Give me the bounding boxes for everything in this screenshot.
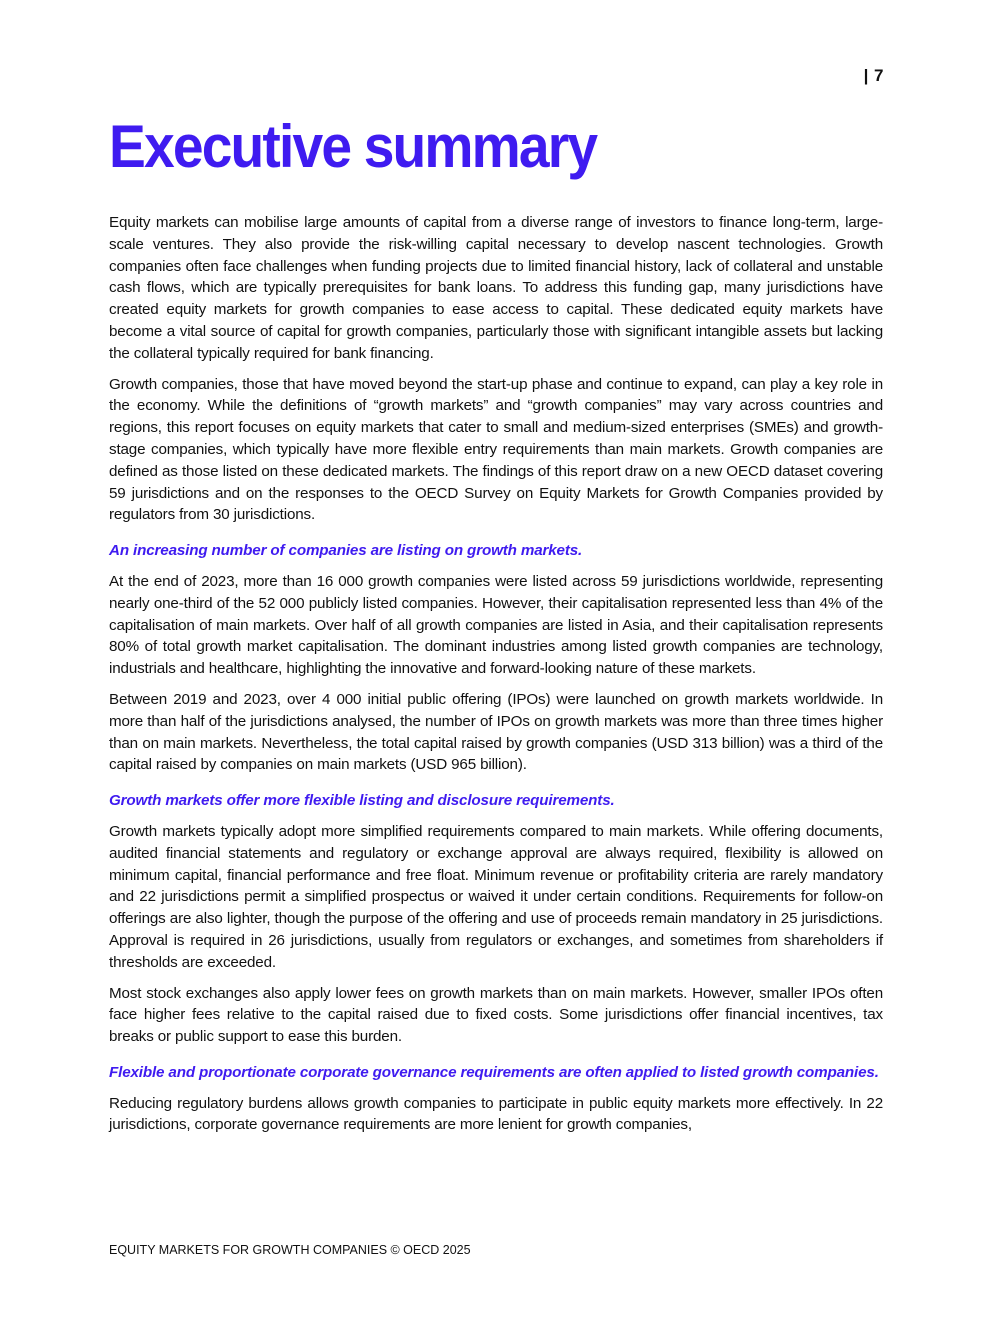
paragraph-ipos: Between 2019 and 2023, over 4 000 initial public offering (IPOs) were launched on growth markets worldwide. In more than half of the jurisdictions analysed, the number of IPOs on growth markets was more than three times higher than on main markets. Nevertheless, the total capital raised by growth companies (USD 313 billion) was a third of the capital raised by companies on main markets (USD 965 billion). xyxy=(109,690,883,774)
paragraph-growth-companies: Growth companies, those that have moved beyond the start-up phase and continue to expand, can play a key role in the economy. While the definitions of “growth markets” and “growth companies” may vary across countries and regions, this report focuses on equity markets that cater to small and medium-sized enterprises (SMEs) and growth-stage companies, which typically have more flexible entry requirements than main markets. Growth companies are defined as those listed on these dedicated markets. The findings of this report draw on a new OECD dataset covering 59 jurisdictions and on the responses to the OECD Survey on Equity Markets for Growth Companies provided by regulators from 30 jurisdictions. xyxy=(109,375,883,524)
paragraph-intro: Equity markets can mobilise large amounts of capital from a diverse range of investors to finance long-term, large-scale ventures. They also provide the risk-willing capital necessary to develop nascent technologies. Growth companies often face challenges when funding projects due to limited financial history, lack of collateral and unstable cash flows, which are typically prerequisites for bank loans. To address this funding gap, many jurisdictions have created equity markets for growth companies to ease access to capital. These dedicated equity markets have become a vital source of capital for growth companies, particularly those with significant intangible assets but lacking the collateral typically required for bank financing. xyxy=(109,214,883,362)
paragraph-requirements: Growth markets typically adopt more simplified requirements compared to main markets. While offering documents, audited financial statements and regulatory or exchange approval are always required, flexibility is allowed on minimum capital, financial performance and free float. Minimum revenue or profitability criteria are rarely mandatory and 22 jurisdictions permit a simplified prospectus or waived it under certain conditions. Requirements for follow-on offerings are also lighter, though the purpose of the offering and use of proceeds remain mandatory in 25 jurisdictions. Approval is required in 26 jurisdictions, usually from regulators or exchanges, and sometimes from shareholders if thresholds are exceeded. xyxy=(109,822,883,971)
document-body xyxy=(109,212,883,1145)
page-title: Executive summary xyxy=(109,113,597,180)
page-footer: EQUITY MARKETS FOR GROWTH COMPANIES © OECD 2025 xyxy=(109,1243,471,1257)
paragraph-fees: Most stock exchanges also apply lower fees on growth markets than on main markets. However, smaller IPOs often face higher fees relative to the capital raised due to fixed costs. Some jurisdictions offer financial incentives, tax breaks or public support to ease this burden. xyxy=(109,984,883,1046)
section-heading-requirements: Growth markets offer more flexible listing and disclosure requirements. xyxy=(109,792,615,810)
section-heading-listing: An increasing number of companies are listing on growth markets. xyxy=(109,542,583,560)
paragraph-governance: Reducing regulatory burdens allows growth companies to participate in public equity markets more effectively. In 22 jurisdictions, corporate governance requirements are more lenient for growth companies, xyxy=(109,1094,883,1134)
section-heading-governance: Flexible and proportionate corporate governance requirements are often applied to listed growth companies. xyxy=(109,1063,879,1081)
paragraph-listed-companies: At the end of 2023, more than 16 000 growth companies were listed across 59 jurisdictions worldwide, representing nearly one-third of the 52 000 publicly listed companies. However, their capitalisation represented less than 4% of the capitalisation of main markets. Over half of all growth companies are listed in Asia, and their capitalisation represents 80% of total growth market capitalisation. The dominant industries among listed growth companies are technology, industrials and healthcare, highlighting the innovative and forward-looking nature of these markets. xyxy=(109,572,883,678)
page-number: | 7 xyxy=(863,66,884,85)
